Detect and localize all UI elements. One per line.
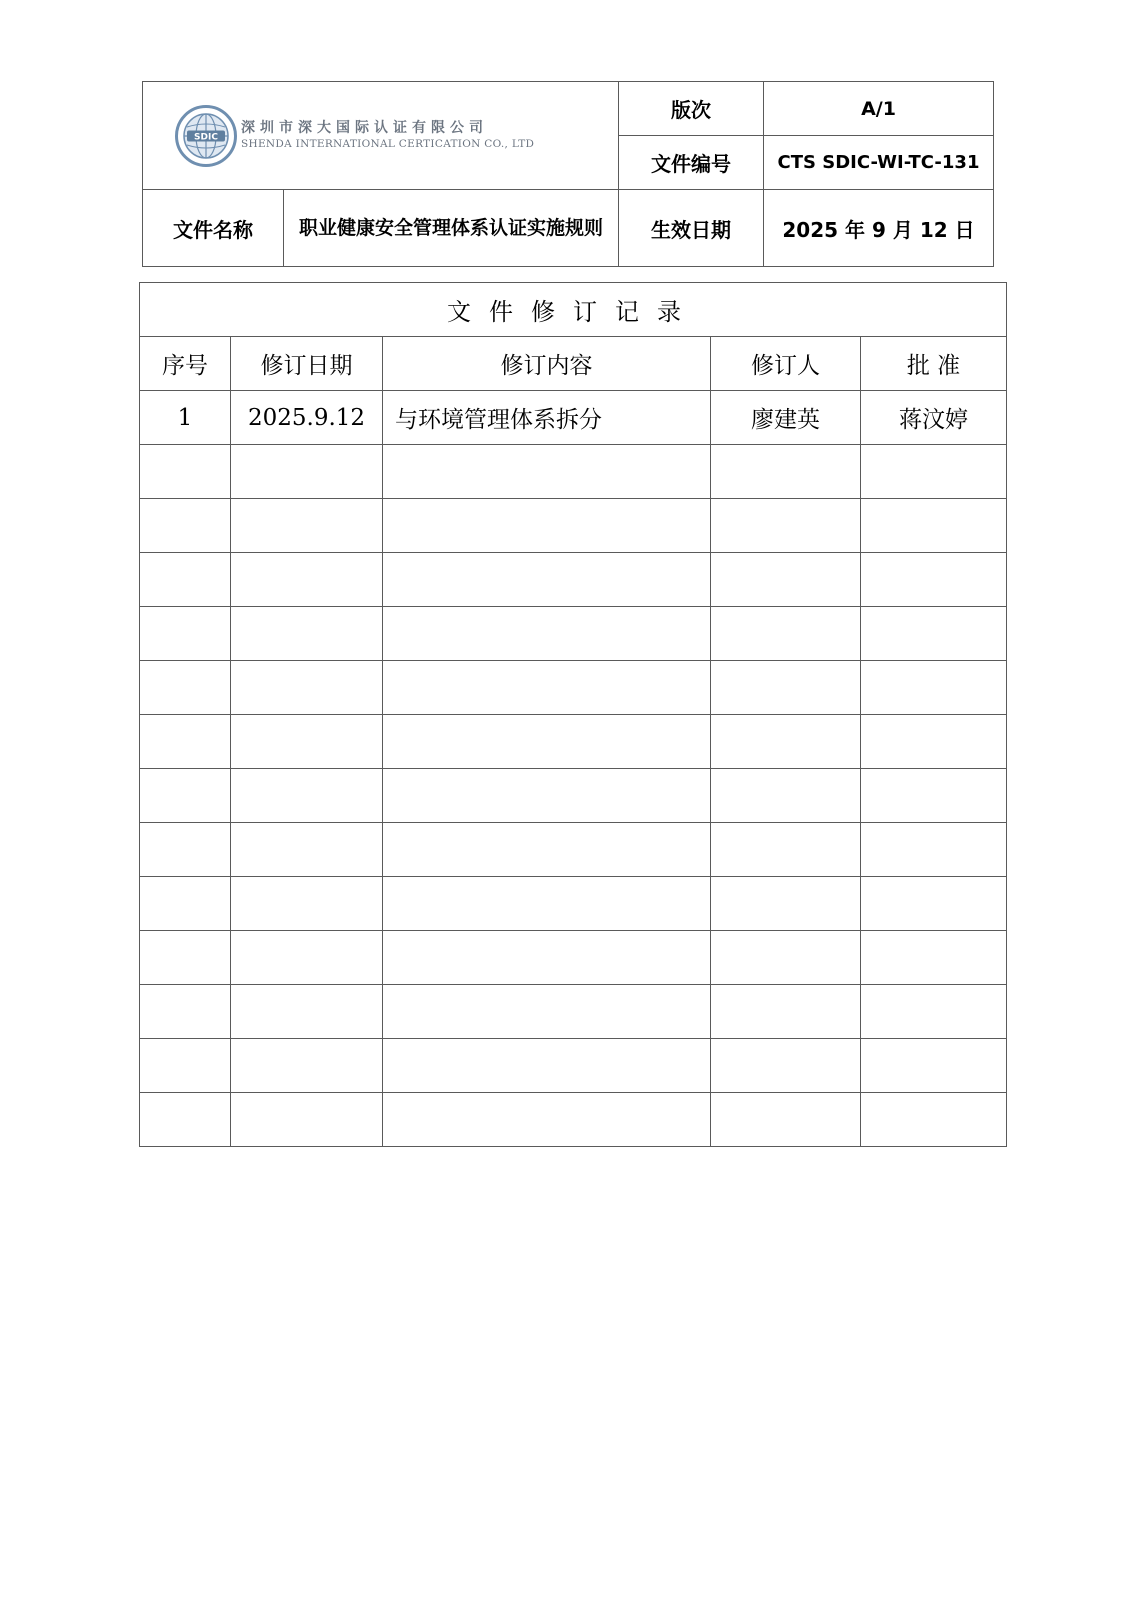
row-content (383, 823, 711, 877)
row-date (231, 445, 383, 499)
table-row (140, 1039, 1007, 1093)
row-approver (861, 715, 1007, 769)
row-index (140, 931, 231, 985)
document-header-table (142, 81, 994, 267)
version-value: A/1 (764, 82, 994, 136)
row-approver (861, 823, 1007, 877)
row-reviser (711, 877, 861, 931)
row-index (140, 715, 231, 769)
row-content (383, 661, 711, 715)
table-row (140, 877, 1007, 931)
table-row (140, 823, 1007, 877)
column-header-content: 修订内容 (383, 337, 711, 391)
row-approver (861, 1093, 1007, 1147)
row-content (383, 445, 711, 499)
row-reviser: 廖建英 (711, 391, 861, 445)
column-header-date: 修订日期 (231, 337, 383, 391)
row-date: 2025.9.12 (231, 391, 383, 445)
row-date (231, 823, 383, 877)
effective-date-value: 2025 年 9 月 12 日 (764, 190, 994, 267)
table-row (140, 985, 1007, 1039)
row-content (383, 931, 711, 985)
row-reviser (711, 823, 861, 877)
row-date (231, 877, 383, 931)
row-date (231, 769, 383, 823)
row-approver (861, 877, 1007, 931)
table-row (140, 553, 1007, 607)
table-row (140, 769, 1007, 823)
row-content: 与环境管理体系拆分 (383, 391, 711, 445)
row-index (140, 823, 231, 877)
company-logo-icon (175, 105, 237, 167)
row-index (140, 985, 231, 1039)
row-content (383, 553, 711, 607)
column-header-approver: 批 准 (861, 337, 1007, 391)
row-index (140, 553, 231, 607)
version-label: 版次 (619, 82, 764, 136)
table-row (140, 931, 1007, 985)
table-row (140, 607, 1007, 661)
row-approver: 蒋汶婷 (861, 391, 1007, 445)
row-content (383, 769, 711, 823)
table-row (140, 1093, 1007, 1147)
row-content (383, 499, 711, 553)
row-content (383, 607, 711, 661)
row-date (231, 499, 383, 553)
row-reviser (711, 1039, 861, 1093)
table-row (140, 499, 1007, 553)
row-index (140, 1093, 231, 1147)
row-reviser (711, 445, 861, 499)
row-approver (861, 607, 1007, 661)
row-content (383, 1039, 711, 1093)
row-reviser (711, 985, 861, 1039)
table-row (140, 661, 1007, 715)
row-index (140, 499, 231, 553)
row-date (231, 661, 383, 715)
doc-name-label: 文件名称 (143, 190, 284, 267)
company-name-en: SHENDA INTERNATIONAL CERTICATION CO., LTD (241, 137, 535, 150)
revision-table-header-row (140, 337, 1007, 391)
row-approver (861, 769, 1007, 823)
company-logo-cell (143, 82, 619, 190)
row-index (140, 607, 231, 661)
revision-record-table (139, 282, 1007, 1147)
column-header-reviser: 修订人 (711, 337, 861, 391)
row-date (231, 607, 383, 661)
column-header-index: 序号 (140, 337, 231, 391)
row-index (140, 661, 231, 715)
row-index (140, 445, 231, 499)
row-reviser (711, 661, 861, 715)
effective-date-label: 生效日期 (619, 190, 764, 267)
row-reviser (711, 931, 861, 985)
row-reviser (711, 499, 861, 553)
row-date (231, 985, 383, 1039)
row-date (231, 1039, 383, 1093)
row-approver (861, 553, 1007, 607)
row-approver (861, 1039, 1007, 1093)
row-approver (861, 985, 1007, 1039)
table-row (140, 445, 1007, 499)
row-index (140, 769, 231, 823)
row-reviser (711, 1093, 861, 1147)
revision-table-title: 文件修订记录 (140, 283, 1007, 337)
row-content (383, 877, 711, 931)
row-index: 1 (140, 391, 231, 445)
row-approver (861, 661, 1007, 715)
row-index (140, 1039, 231, 1093)
row-date (231, 715, 383, 769)
row-approver (861, 931, 1007, 985)
row-reviser (711, 553, 861, 607)
table-row (140, 391, 1007, 445)
table-row (140, 715, 1007, 769)
logo-mark-text: SDIC (194, 131, 218, 142)
row-index (140, 877, 231, 931)
doc-number-label: 文件编号 (619, 136, 764, 190)
row-approver (861, 499, 1007, 553)
row-content (383, 1093, 711, 1147)
row-date (231, 1093, 383, 1147)
row-date (231, 931, 383, 985)
doc-name-value: 职业健康安全管理体系认证实施规则 (284, 190, 619, 267)
row-content (383, 715, 711, 769)
row-approver (861, 445, 1007, 499)
row-reviser (711, 769, 861, 823)
company-name-cn: 深圳市深大国际认证有限公司 (241, 120, 488, 137)
row-date (231, 553, 383, 607)
row-reviser (711, 715, 861, 769)
row-reviser (711, 607, 861, 661)
doc-number-value: CTS SDIC-WI-TC-131 (764, 136, 994, 190)
row-content (383, 985, 711, 1039)
